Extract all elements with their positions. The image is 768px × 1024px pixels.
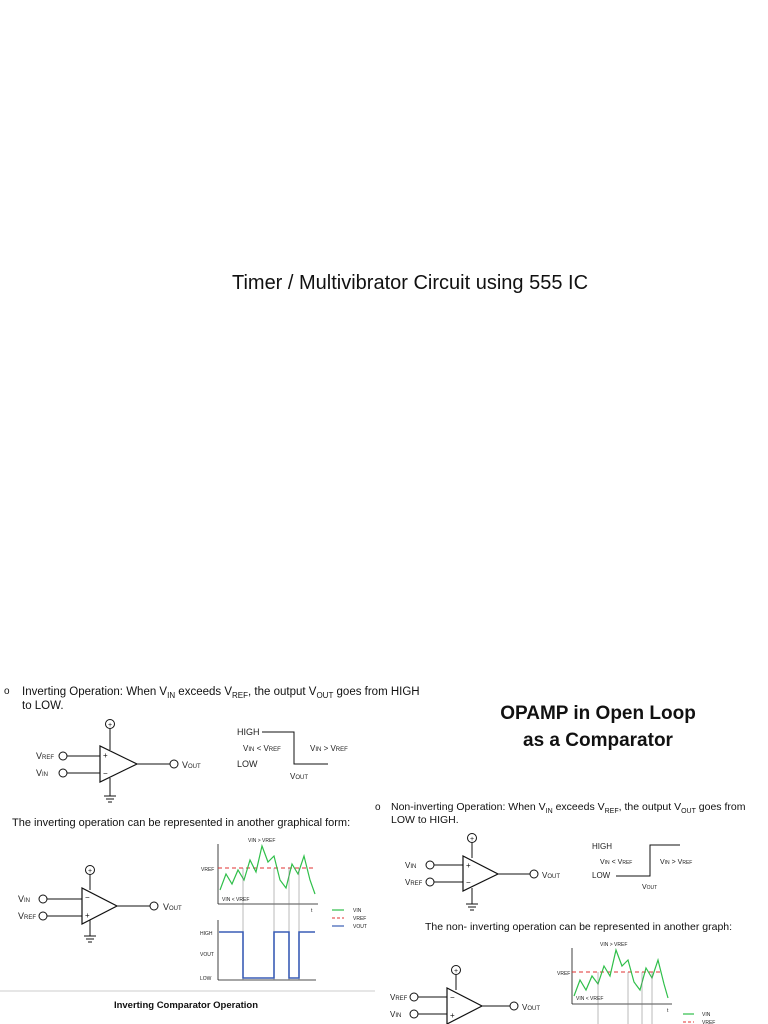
svg-text:VOUT: VOUT — [182, 760, 201, 770]
svg-text:VOUT: VOUT — [163, 902, 182, 912]
svg-text:HIGH: HIGH — [200, 931, 213, 937]
svg-text:VIN > VREF: VIN > VREF — [248, 838, 276, 844]
svg-text:VIN < VREF: VIN < VREF — [243, 744, 281, 753]
svg-text:LOW: LOW — [592, 871, 611, 880]
svg-text:+: + — [466, 861, 471, 870]
svg-text:HIGH: HIGH — [237, 727, 260, 737]
svg-text:VOUT: VOUT — [353, 924, 367, 930]
svg-text:VREF: VREF — [405, 878, 423, 887]
svg-text:−: − — [85, 893, 90, 902]
svg-text:+: + — [453, 968, 459, 975]
svg-text:t: t — [667, 1008, 669, 1014]
heading-line1: OPAMP in Open Loop — [500, 703, 696, 724]
svg-text:+: + — [450, 1011, 455, 1020]
inverting-description-line2: to LOW. — [22, 700, 64, 712]
inverting-graph-caption: The inverting operation can be represented in another graphical form: — [12, 817, 351, 829]
svg-text:VIN: VIN — [390, 1010, 402, 1019]
svg-text:VOUT: VOUT — [542, 871, 561, 880]
svg-text:VREF: VREF — [557, 971, 571, 977]
svg-text:VIN: VIN — [18, 894, 31, 904]
inverting-footer-caption: Inverting Comparator Operation — [113, 1000, 259, 1011]
svg-text:VIN > VREF: VIN > VREF — [660, 859, 693, 866]
svg-text:VIN < VREF: VIN < VREF — [222, 897, 250, 903]
svg-text:VOUT: VOUT — [642, 884, 658, 891]
svg-text:VIN: VIN — [702, 1012, 711, 1018]
document-figure — [0, 684, 768, 1024]
svg-text:VOUT: VOUT — [522, 1003, 541, 1012]
svg-text:+: + — [469, 836, 475, 843]
svg-text:VREF: VREF — [702, 1020, 716, 1024]
svg-text:LOW: LOW — [200, 976, 212, 982]
noninverting-graph-caption: The non- inverting operation can be represented in another graph: — [425, 921, 733, 933]
svg-text:+: + — [85, 911, 90, 920]
svg-text:VIN: VIN — [405, 861, 417, 870]
svg-text:VREF: VREF — [390, 993, 408, 1002]
document-image — [0, 684, 768, 1024]
bullet-marker-2: o — [375, 802, 381, 813]
svg-text:+: + — [107, 722, 113, 729]
svg-text:VIN > VREF: VIN > VREF — [310, 744, 348, 753]
svg-text:+: + — [87, 868, 93, 875]
svg-text:+: + — [103, 751, 108, 760]
svg-text:VIN > VREF: VIN > VREF — [600, 942, 628, 948]
svg-text:VREF: VREF — [201, 867, 215, 873]
svg-text:LOW: LOW — [237, 759, 258, 769]
svg-text:VREF: VREF — [18, 911, 37, 921]
heading-line2: as a Comparator — [523, 730, 673, 751]
svg-text:VOUT: VOUT — [290, 772, 309, 781]
noninverting-description-line2: LOW to HIGH. — [391, 814, 459, 826]
svg-text:−: − — [466, 878, 471, 887]
svg-text:t: t — [311, 908, 313, 914]
svg-text:VIN: VIN — [36, 768, 49, 778]
bullet-marker: o — [4, 686, 10, 697]
svg-text:VREF: VREF — [36, 751, 55, 761]
svg-text:VIN < VREF: VIN < VREF — [600, 859, 633, 866]
svg-text:VOUT: VOUT — [200, 952, 214, 958]
svg-text:−: − — [450, 993, 455, 1002]
svg-text:VIN < VREF: VIN < VREF — [576, 996, 604, 1002]
svg-text:VREF: VREF — [353, 916, 367, 922]
svg-text:HIGH: HIGH — [592, 842, 612, 851]
svg-text:VIN: VIN — [353, 908, 362, 914]
svg-text:−: − — [103, 769, 108, 778]
slide-title: Timer / Multivibrator Circuit using 555 IC — [231, 272, 589, 294]
inverting-description: Inverting Operation: When $V_{IN}$ exceeds $V_{REF}$, the output $V_{OUT}$ goes from HIGH — [22, 686, 420, 700]
noninverting-description: Non-inverting Operation: When $V_{IN}$ exceeds $V_{REF}$, the output $V_{OUT}$ goes from — [391, 801, 746, 815]
